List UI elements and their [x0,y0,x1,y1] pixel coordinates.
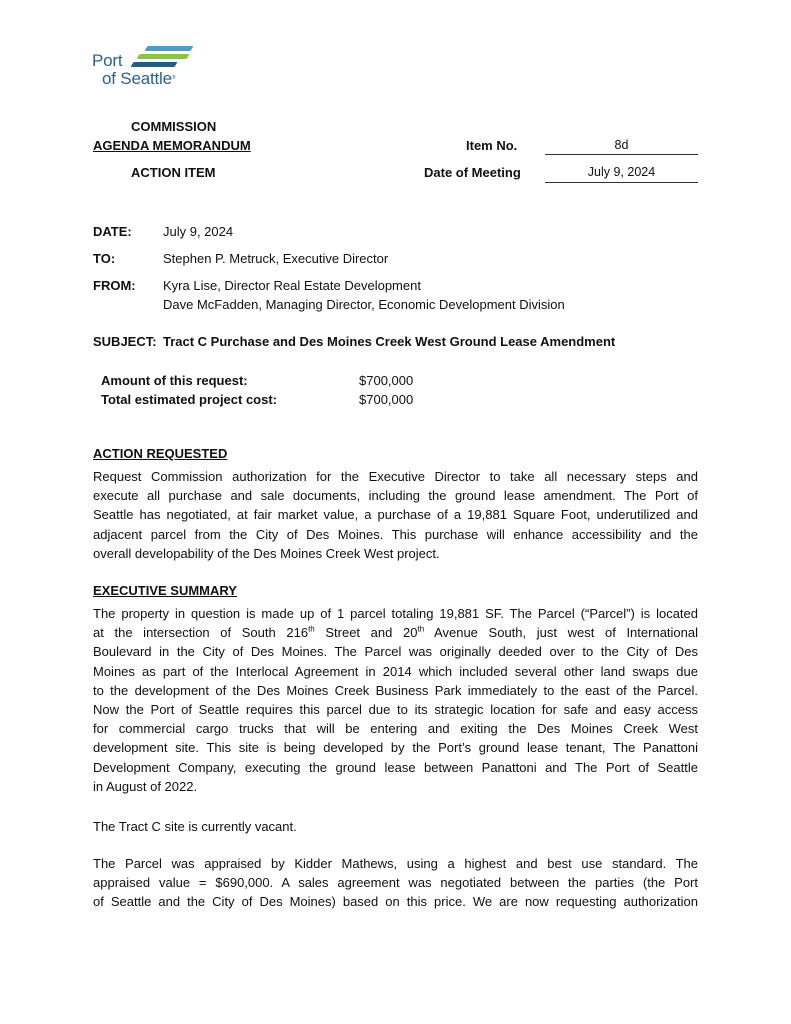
executive-summary-heading: EXECUTIVE SUMMARY [93,583,237,598]
paragraph-line: Seattle has negotiated, at fair market value, a purchase of a 19,881 Square Foot, underutilized and [93,507,698,523]
action-requested-paragraph [93,467,698,563]
paragraph-line: to the development of the Des Moines Creek Business Park immediately to the east of the Parcel. [93,682,698,698]
paragraph-line: in August of 2022. [93,778,198,794]
amount-label: Amount of this request: [101,373,248,388]
action-item-heading: ACTION ITEM [131,165,216,180]
text-run: at the intersection of South 216 [93,625,309,641]
executive-summary-paragraph-3 [93,854,698,912]
subject-label: SUBJECT: [93,334,157,349]
total-cost-label: Total estimated project cost: [101,392,278,407]
paragraph-line: Now the Port of Seattle requires this parcel due to its strategic location for safe and easy access [93,702,698,718]
paragraph-line [93,623,698,642]
logo-stripe-navy [131,62,178,67]
paragraph-line: The Tract C site is currently vacant. [93,819,297,834]
text-run: Street and 20 [314,625,418,641]
paragraph-line: Moines as part of the Interlocal Agreement in 2014 which included several other land swaps due [93,663,698,679]
item-no-value: 8d [614,138,629,152]
executive-summary-paragraph-2 [93,817,698,836]
to-label: TO: [93,251,116,266]
commission-heading: COMMISSION [131,119,217,134]
registered-mark: ® [171,75,176,81]
logo-stripe-green [137,54,190,59]
item-no-label: Item No. [466,138,518,153]
logo-text-port: Port [92,51,123,70]
from-value-2: Dave McFadden, Managing Director, Economic Development Division [163,297,565,312]
paragraph-line: overall developability of the Des Moines Creek West project. [93,545,440,561]
paragraph-line: of Seattle and the City of Des Moines) based on this price. We are now requesting authorization [93,894,698,910]
date-of-meeting-underline [545,182,698,183]
paragraph-line: Request Commission authorization for the Executive Director to take all necessary steps and [93,469,698,484]
to-value: Stephen P. Metruck, Executive Director [163,251,389,266]
amount-value: $700,000 [359,373,414,388]
paragraph-line: The Parcel was appraised by Kidder Mathews, using a highest and best use standard. The [93,856,698,871]
paragraph-line: appraised value = $690,000. A sales agreement was negotiated between the parties (the Port [93,875,698,891]
logo-text-of-seattle-label: of Seattle [102,69,172,88]
text-run: Avenue South, just west of International [424,625,699,641]
agenda-memorandum-heading: AGENDA MEMORANDUM [93,138,251,153]
paragraph-line: Boulevard in the City of Des Moines. The Parcel was originally deeded over to the City of Des [93,644,698,660]
paragraph-line: Development Company, executing the ground lease between Panattoni and The Port of Seattle [93,759,698,775]
total-cost-value: $700,000 [359,392,414,407]
date-of-meeting-value: July 9, 2024 [587,165,656,179]
logo-text-of-seattle [102,70,175,87]
paragraph-line: for commercial cargo trucks that will be entering and exiting the Des Moines Creek West [93,721,698,737]
paragraph-line: execute all purchase and sale documents, including the ground lease amendment. The Port of [93,488,698,504]
date-of-meeting-label: Date of Meeting [424,165,521,180]
from-label: FROM: [93,278,136,293]
paragraph-line: adjacent parcel from the City of Des Moines. This purchase will enhance accessibility and the [93,526,698,542]
item-no-underline [545,154,698,155]
port-of-seattle-logo [92,44,202,94]
paragraph-line: The property in question is made up of 1 parcel totaling 19,881 SF. The Parcel (“Parcel”) is located [93,606,698,621]
logo-stripe-blue [145,46,194,51]
from-value-1: Kyra Lise, Director Real Estate Development [163,278,421,293]
subject-value: Tract C Purchase and Des Moines Creek West Ground Lease Amendment [163,334,616,349]
paragraph-line: development site. This site is being developed by the Port’s ground lease tenant, The Panattoni [93,740,698,756]
date-label: DATE: [93,224,132,239]
ordinal-superscript: th [417,624,425,634]
ordinal-superscript: th [308,624,315,634]
date-value: July 9, 2024 [163,224,234,239]
action-requested-heading: ACTION REQUESTED [93,446,228,461]
executive-summary-paragraph-1 [93,604,698,796]
